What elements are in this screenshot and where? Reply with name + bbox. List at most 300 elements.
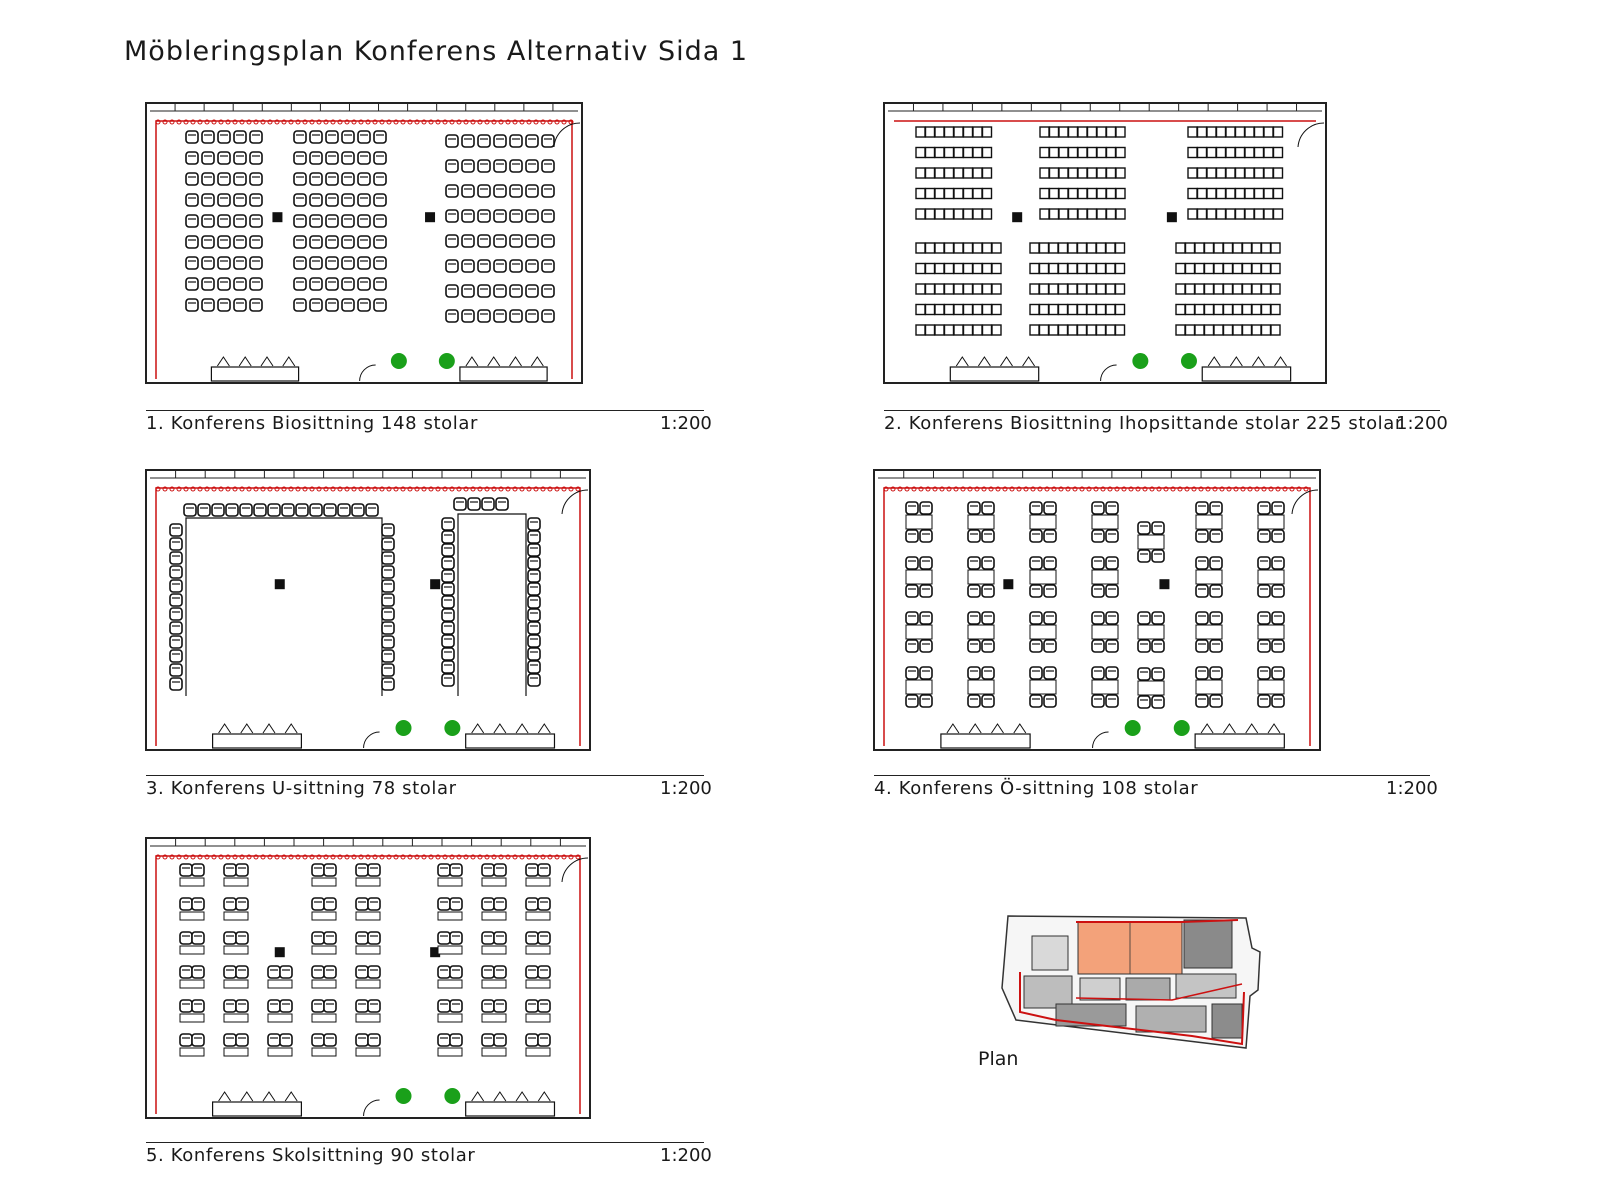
chair (964, 305, 973, 315)
chair (1271, 284, 1280, 294)
chair (324, 1000, 336, 1012)
island-table (1030, 570, 1056, 584)
chair (983, 148, 992, 158)
chair (1078, 148, 1087, 158)
chair (442, 583, 454, 595)
chair (1068, 243, 1077, 253)
chair (224, 1000, 236, 1012)
chair (202, 278, 214, 290)
chair (920, 640, 932, 652)
chair (382, 608, 394, 620)
column (275, 947, 285, 957)
chair (446, 135, 458, 147)
chair (186, 215, 198, 227)
chair (1255, 189, 1264, 199)
chair (1078, 284, 1087, 294)
chair (1106, 612, 1118, 624)
chair (526, 235, 538, 247)
school-desk (482, 1014, 506, 1022)
chair (1138, 550, 1150, 562)
chair (1198, 168, 1207, 178)
chair (1196, 640, 1208, 652)
chair (954, 325, 963, 335)
overview-drawing (996, 908, 1276, 1068)
chair (450, 1000, 462, 1012)
chair (1078, 209, 1087, 219)
reception-desk (213, 1102, 302, 1116)
chair (342, 257, 354, 269)
island-table (968, 625, 994, 639)
chair (1258, 612, 1270, 624)
chair (973, 284, 982, 294)
chair (1107, 189, 1116, 199)
chair (1116, 305, 1125, 315)
chair (374, 278, 386, 290)
chair (454, 498, 466, 510)
chair (916, 305, 925, 315)
chair (1186, 264, 1195, 274)
chair (382, 594, 394, 606)
chair (294, 194, 306, 206)
school-desk (312, 1048, 336, 1056)
chair (202, 152, 214, 164)
chair (198, 504, 210, 516)
caption-layout-1: 1. Konferens Biosittning 148 stolar (146, 413, 479, 434)
school-desk (180, 980, 204, 988)
chair (494, 285, 506, 297)
chair (1049, 284, 1058, 294)
chair (926, 189, 935, 199)
chair (1233, 284, 1242, 294)
chair (294, 131, 306, 143)
chair (450, 864, 462, 876)
chair (1258, 695, 1270, 707)
chair (494, 185, 506, 197)
island-table (906, 680, 932, 694)
chair (1264, 127, 1273, 137)
chair (438, 1034, 450, 1046)
chair (186, 131, 198, 143)
plant (1125, 720, 1141, 736)
chair (526, 310, 538, 322)
column (425, 212, 435, 222)
chair (382, 664, 394, 676)
chair (1097, 305, 1106, 315)
chair (482, 498, 494, 510)
chair (992, 284, 1001, 294)
chair (1252, 325, 1261, 335)
room-block (1126, 978, 1170, 1000)
chair (478, 210, 490, 222)
chair (438, 1000, 450, 1012)
chair (482, 1034, 494, 1046)
chair (1116, 127, 1125, 137)
school-desk (312, 878, 336, 886)
chair (945, 243, 954, 253)
chair (982, 667, 994, 679)
chair (983, 127, 992, 137)
school-desk (180, 912, 204, 920)
chair (446, 260, 458, 272)
chair (1097, 243, 1106, 253)
chair (916, 325, 925, 335)
chair (442, 622, 454, 634)
chair (1068, 325, 1077, 335)
chair (356, 898, 368, 910)
chair (542, 135, 554, 147)
chair (1088, 168, 1097, 178)
chair (1224, 243, 1233, 253)
chair (982, 695, 994, 707)
chair (1030, 502, 1042, 514)
chair (526, 135, 538, 147)
chair (1195, 243, 1204, 253)
chair (1186, 305, 1195, 315)
overview-plan-label: Plan (978, 1048, 1019, 1070)
chair (234, 194, 246, 206)
chair (450, 966, 462, 978)
plant (439, 353, 455, 369)
chair (1116, 284, 1125, 294)
chair (1097, 189, 1106, 199)
chair (324, 504, 336, 516)
chair (1059, 168, 1068, 178)
chair (1059, 189, 1068, 199)
chair (1040, 127, 1049, 137)
chair (1106, 695, 1118, 707)
chair (1087, 325, 1096, 335)
chair (542, 235, 554, 247)
chair (254, 504, 266, 516)
chair (1138, 640, 1150, 652)
chair (926, 148, 935, 158)
chair (324, 932, 336, 944)
chair (1264, 148, 1273, 158)
chair (1097, 284, 1106, 294)
chair (906, 530, 918, 542)
chair (450, 1034, 462, 1046)
chair (935, 264, 944, 274)
chair (482, 1000, 494, 1012)
chair (1044, 530, 1056, 542)
chair (982, 640, 994, 652)
school-desk (526, 980, 550, 988)
column (275, 579, 285, 589)
chair (1059, 209, 1068, 219)
chair (1258, 557, 1270, 569)
chair (192, 1000, 204, 1012)
chair (973, 243, 982, 253)
chair (1245, 168, 1254, 178)
chair (1245, 148, 1254, 158)
chair (945, 148, 954, 158)
chair (462, 160, 474, 172)
chair (954, 264, 963, 274)
caption-underline (884, 410, 1440, 411)
chair (356, 932, 368, 944)
caption-underline (146, 1142, 704, 1143)
chair (935, 284, 944, 294)
chair (1214, 264, 1223, 274)
chair (1245, 127, 1254, 137)
school-desk (526, 912, 550, 920)
chair (920, 557, 932, 569)
chair (1274, 209, 1283, 219)
chair (1116, 189, 1125, 199)
chair (1274, 168, 1283, 178)
chair (538, 966, 550, 978)
school-desk (438, 878, 462, 886)
chair (326, 194, 338, 206)
chair (1092, 530, 1104, 542)
school-desk (438, 1014, 462, 1022)
chair (1243, 305, 1252, 315)
chair (268, 1000, 280, 1012)
chair (356, 864, 368, 876)
chair (1252, 264, 1261, 274)
chair (1059, 264, 1068, 274)
floor-plan-skolsittning (146, 838, 590, 1118)
chair (1068, 284, 1077, 294)
scale-layout-1: 1:200 (660, 413, 712, 434)
chair (234, 173, 246, 185)
chair (510, 210, 522, 222)
chair (1116, 148, 1125, 158)
chair (496, 498, 508, 510)
chair (218, 131, 230, 143)
chair (268, 966, 280, 978)
chair (462, 285, 474, 297)
chair (374, 215, 386, 227)
chair (1030, 264, 1039, 274)
island-table (968, 570, 994, 584)
chair (442, 648, 454, 660)
caption-underline (146, 775, 704, 776)
chair (358, 299, 370, 311)
chair (954, 127, 963, 137)
chair (982, 557, 994, 569)
chair (1258, 530, 1270, 542)
chair (1262, 284, 1271, 294)
school-desk (526, 1048, 550, 1056)
island-table (1258, 570, 1284, 584)
chair (218, 257, 230, 269)
island-table (1138, 535, 1164, 549)
chair (916, 284, 925, 294)
island-table (1030, 680, 1056, 694)
chair (236, 1034, 248, 1046)
chair (1069, 148, 1078, 158)
island-table (906, 515, 932, 529)
chair (438, 966, 450, 978)
chair (1226, 127, 1235, 137)
chair (1040, 325, 1049, 335)
chair (234, 278, 246, 290)
building-overview-plan (996, 908, 1276, 1068)
chair (450, 932, 462, 944)
chair (202, 257, 214, 269)
chair (1188, 209, 1197, 219)
plant (396, 1088, 412, 1104)
chair (374, 194, 386, 206)
chair (982, 530, 994, 542)
chair (1092, 667, 1104, 679)
chair (528, 674, 540, 686)
chair (170, 664, 182, 676)
school-desk (482, 1048, 506, 1056)
chair (983, 264, 992, 274)
chair (1217, 189, 1226, 199)
chair (1195, 325, 1204, 335)
chair (1049, 264, 1058, 274)
chair (906, 585, 918, 597)
column (430, 579, 440, 589)
gray-zone (1184, 920, 1232, 968)
chair (510, 160, 522, 172)
chair (1226, 168, 1235, 178)
chair (1236, 148, 1245, 158)
floor-plan-u-sittning (146, 470, 590, 750)
chair (926, 284, 935, 294)
chair (1205, 325, 1214, 335)
chair (442, 531, 454, 543)
chair (1044, 612, 1056, 624)
chair (442, 570, 454, 582)
floor-plan-biosittning-ihopsittande (884, 103, 1326, 383)
chair (326, 173, 338, 185)
chair (954, 305, 963, 315)
chair (526, 864, 538, 876)
chair (326, 152, 338, 164)
chair (446, 310, 458, 322)
chair (1059, 305, 1068, 315)
school-desk (356, 980, 380, 988)
chair (973, 325, 982, 335)
floor-plan-o-sittning (874, 470, 1320, 750)
reception-desk (211, 367, 298, 381)
chair (202, 173, 214, 185)
chair (1262, 264, 1271, 274)
chair (368, 864, 380, 876)
chair (170, 538, 182, 550)
chair (1116, 325, 1125, 335)
chair (1210, 530, 1222, 542)
chair (1078, 168, 1087, 178)
chair (992, 325, 1001, 335)
chair (1214, 243, 1223, 253)
chair (1210, 612, 1222, 624)
chair (1233, 243, 1242, 253)
chair (1030, 243, 1039, 253)
chair (366, 504, 378, 516)
chair (1044, 640, 1056, 652)
plant (1174, 720, 1190, 736)
chair (945, 127, 954, 137)
chair (973, 305, 982, 315)
chair (494, 932, 506, 944)
chair (1214, 284, 1223, 294)
chair (935, 243, 944, 253)
chair (1088, 127, 1097, 137)
chair (180, 932, 192, 944)
school-desk (312, 980, 336, 988)
school-desk (224, 980, 248, 988)
chair (294, 278, 306, 290)
chair (310, 504, 322, 516)
chair (1217, 127, 1226, 137)
chair (192, 966, 204, 978)
chair (1106, 502, 1118, 514)
chair (170, 608, 182, 620)
chair (1078, 325, 1087, 335)
chair (170, 594, 182, 606)
chair (920, 612, 932, 624)
chair (1059, 243, 1068, 253)
chair (280, 1034, 292, 1046)
chair (170, 678, 182, 690)
chair (1138, 668, 1150, 680)
chair (1040, 284, 1049, 294)
chair (494, 1034, 506, 1046)
chair (1271, 325, 1280, 335)
chair (1198, 127, 1207, 137)
chair (1262, 305, 1271, 315)
chair (312, 932, 324, 944)
chair (342, 131, 354, 143)
chair (1068, 264, 1077, 274)
chair (526, 185, 538, 197)
chair (1226, 189, 1235, 199)
chair (1092, 695, 1104, 707)
chair (1207, 189, 1216, 199)
chair (310, 236, 322, 248)
chair (945, 305, 954, 315)
column (272, 212, 282, 222)
chair (983, 325, 992, 335)
chair (1116, 209, 1125, 219)
chair (1217, 209, 1226, 219)
chair (1217, 148, 1226, 158)
chair (326, 236, 338, 248)
chair (186, 299, 198, 311)
chair (1049, 305, 1058, 315)
chair (1186, 284, 1195, 294)
chair (310, 215, 322, 227)
chair (1198, 148, 1207, 158)
chair (526, 966, 538, 978)
chair (964, 168, 973, 178)
chair (250, 215, 262, 227)
scale-layout-4: 1:200 (1386, 778, 1438, 799)
chair (342, 152, 354, 164)
chair (356, 966, 368, 978)
chair (478, 135, 490, 147)
room-drawing (874, 470, 1320, 750)
chair (973, 209, 982, 219)
chair (1107, 209, 1116, 219)
chair (382, 524, 394, 536)
chair (218, 299, 230, 311)
chair (920, 502, 932, 514)
chair (1210, 640, 1222, 652)
chair (186, 278, 198, 290)
chair (310, 299, 322, 311)
chair (964, 325, 973, 335)
chair (1210, 557, 1222, 569)
chair (983, 284, 992, 294)
chair (478, 310, 490, 322)
chair (192, 864, 204, 876)
